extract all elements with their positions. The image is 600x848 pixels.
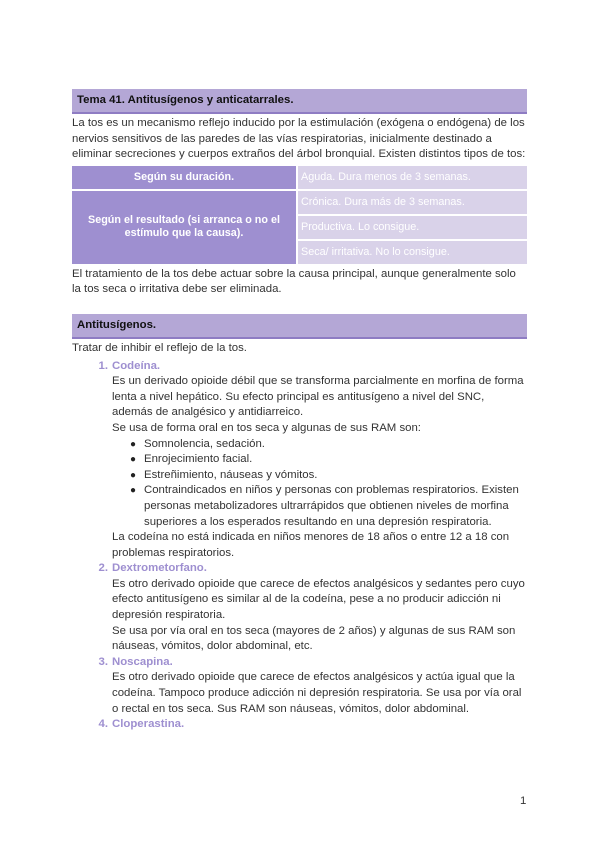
section-header-antitusigenos: Antitusígenos. <box>72 314 527 339</box>
list-number: 4. <box>98 718 108 731</box>
document-page <box>72 89 527 733</box>
section-header-tema: Tema 41. Antitusígenos y anticatarrales. <box>72 89 527 114</box>
drug-paragraph: Se usa de forma oral en tos seca y algunas de sus RAM son: <box>112 421 421 434</box>
drug-name: Cloperastina. <box>112 718 185 731</box>
list-item: ● Enrojecimiento facial. <box>72 452 527 468</box>
table-cell-resultado: Según el resultado (si arranca o no el estímulo que la causa). <box>72 191 296 264</box>
cough-types-table <box>70 164 529 266</box>
list-item: ● Estreñimiento, náuseas y vómitos. <box>72 468 527 484</box>
treatment-paragraph: El tratamiento de la tos debe actuar sobre la causa principal, aunque generalmente solo la tos seca o irritativa debe ser eliminada. <box>72 267 516 296</box>
table-cell-seca: Seca/ irritativa. No lo consigue. <box>298 241 527 264</box>
table-cell-productiva: Productiva. Lo consigue. <box>298 216 527 239</box>
table-cell-aguda: Aguda. Dura menos de 3 semanas. <box>298 166 527 189</box>
drug-item-cloperastina <box>72 717 527 733</box>
drug-paragraph: Es otro derivado opioide que carece de efectos analgésicos y actúa igual que la codeína. Tampoco produce adicción ni depresión respiratoria. Se usa por vía oral o rectal en tos seca. Sus RAM son náuseas, vómitos, dolor abdominal. <box>112 671 522 715</box>
drug-name: Codeína. <box>112 359 161 372</box>
table-cell-duration: Según su duración. <box>72 166 296 189</box>
drug-item-noscapina <box>72 655 527 717</box>
list-item: ● Contraindicados en niños y personas con problemas respiratorios. Existen personas metabolizadores ultrarrápidos que obtienen niveles de morfina superiores a los esperados resultando en una depresión respiratoria. <box>130 484 519 528</box>
drug-paragraph: Es un derivado opioide débil que se transforma parcialmente en morfina de forma lenta a nivel hepático. Su efecto principal es antitusígeno a nivel del SNC, además de analgésico y antidiarreico. <box>112 375 524 419</box>
drug-paragraph: Es otro derivado opioide que carece de efectos analgésicos y sedantes pero cuyo efecto antitusígeno es similar al de la codeína, pese a no producir adicción ni depresión respiratoria. <box>112 577 525 622</box>
drug-name: Dextrometorfano. <box>112 562 207 575</box>
drug-item-codeina <box>72 359 527 562</box>
drug-name: Noscapina. <box>112 655 173 668</box>
drug-paragraph: La codeína no está indicada en niños menores de 18 años o entre 12 a 18 con problemas respiratorios. <box>112 531 510 559</box>
bullet-icon: ● <box>130 469 137 481</box>
intro-paragraph: La tos es un mecanismo reflejo inducido por la estimulación (exógena o endógena) de los nervios sensitivos de las paredes de las vías respiratorias, inicialmente destinado a eliminar secreciones y cuerpos extraños del árbol bronquial. Existen distintos tipos de tos: <box>72 117 526 161</box>
drug-item-dextrometorfano <box>72 561 527 655</box>
bullet-icon: ● <box>130 454 137 466</box>
bullet-icon: ● <box>130 438 137 450</box>
drug-paragraph: Se usa por vía oral en tos seca (mayores de 2 años) y algunas de sus RAM son náuseas, vómitos, dolor abdominal, etc. <box>112 624 516 653</box>
list-item: ● Somnolencia, sedación. <box>72 437 527 453</box>
list-number: 3. <box>98 655 108 668</box>
drug-list <box>72 359 527 733</box>
list-number: 2. <box>98 562 108 575</box>
side-effects-list <box>72 437 527 531</box>
bullet-icon: ● <box>130 485 137 497</box>
list-number: 1. <box>98 359 108 372</box>
antitusigenos-intro: Tratar de inhibir el reflejo de la tos. <box>72 341 247 354</box>
page-number: 1 <box>520 795 527 807</box>
table-cell-cronica: Crónica. Dura más de 3 semanas. <box>298 191 527 214</box>
